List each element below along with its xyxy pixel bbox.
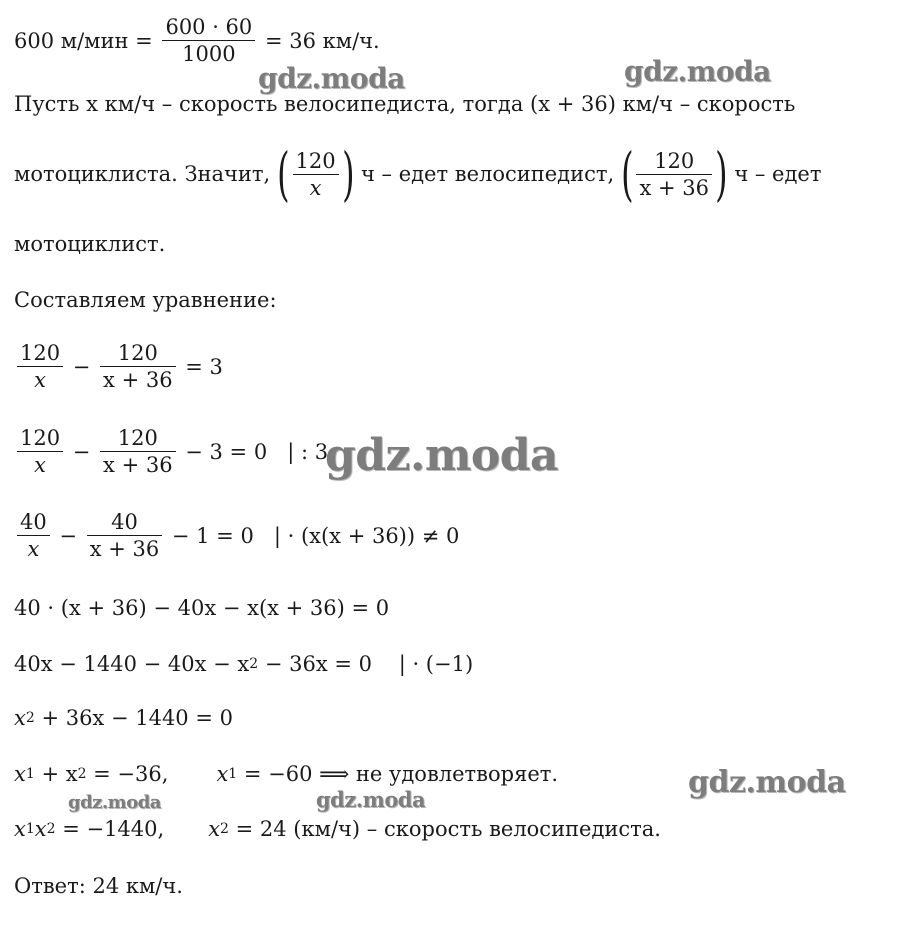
subscript: 1 — [228, 766, 238, 782]
line-motorcyclist — [14, 232, 165, 256]
text: мотоциклист. — [14, 232, 166, 256]
numerator: 120 — [654, 148, 695, 173]
fraction — [636, 148, 712, 201]
watermark: gdz.moda — [68, 792, 161, 813]
variable: x — [34, 368, 46, 392]
vieta-product-line — [14, 817, 661, 841]
fraction — [293, 148, 339, 201]
denominator — [31, 452, 49, 478]
variable: x — [34, 817, 47, 841]
text: мотоциклиста. Значит, — [14, 162, 277, 186]
answer-text: Ответ: 24 км/ч. — [14, 874, 183, 898]
fraction — [17, 425, 63, 478]
paren-fraction — [620, 140, 728, 208]
watermark: gdz.moda — [688, 765, 846, 800]
text: 40 · (x + 36) − 40x − x(x + 36) = 0 — [14, 596, 390, 620]
text: − — [66, 439, 98, 464]
subscript: 2 — [77, 766, 87, 782]
fraction — [100, 340, 176, 393]
text: − 1 = 0 | · (x(x + 36)) ≠ 0 — [165, 523, 460, 548]
numerator: 120 — [117, 426, 158, 450]
numerator: 40 — [111, 510, 138, 534]
fraction — [17, 340, 63, 393]
equation-2 — [14, 425, 328, 478]
exponent: 2 — [249, 656, 259, 672]
equation-5 — [14, 652, 473, 676]
fraction — [100, 425, 176, 478]
subscript: 1 — [25, 821, 35, 837]
denominator — [31, 367, 49, 393]
line-let-x — [14, 92, 795, 116]
denominator — [24, 536, 42, 562]
denominator: x + 36 — [639, 175, 709, 200]
text: − — [66, 354, 98, 379]
numerator: 120 — [20, 426, 61, 450]
line-times — [14, 140, 822, 208]
denominator: x + 36 — [89, 537, 160, 561]
line-equation-heading — [14, 288, 277, 312]
text: − 36x = 0 | · (−1) — [258, 652, 474, 676]
variable: x — [208, 817, 221, 841]
left-paren: ( — [277, 140, 290, 208]
text: Пусть x км/ч – скорость велосипедиста, тогда (x + 36) км/ч – скорость — [14, 92, 796, 116]
left-paren: ( — [620, 140, 634, 208]
fraction — [17, 509, 50, 562]
answer-line — [14, 874, 183, 898]
text: ч – едет — [727, 162, 822, 186]
fraction — [87, 509, 163, 562]
numerator: 120 — [295, 148, 336, 173]
subscript: 1 — [25, 766, 35, 782]
variable: x — [14, 706, 26, 730]
text: = 36 км/ч. — [258, 28, 380, 53]
numerator: 120 — [117, 341, 158, 365]
text: Составляем уравнение: — [14, 288, 277, 312]
right-paren: ) — [341, 140, 355, 208]
denominator: x + 36 — [103, 368, 173, 392]
subscript: 2 — [46, 821, 56, 837]
watermark: gdz.moda — [258, 62, 405, 95]
text: + 36x − 1440 = 0 — [34, 706, 233, 730]
text: 600 м/мин = — [14, 28, 160, 53]
fraction — [162, 14, 255, 67]
line-speed-conversion — [14, 14, 380, 67]
exponent: 2 — [25, 710, 35, 726]
text: = −60 ⟹ не удовлетворяет. — [237, 762, 559, 786]
denominator: x + 36 — [103, 453, 173, 477]
text: = 3 — [178, 354, 223, 379]
numerator: 120 — [20, 341, 61, 365]
subscript: 2 — [220, 821, 229, 837]
variable: x — [216, 762, 229, 786]
text: + x — [34, 762, 78, 786]
variable: x — [34, 453, 46, 477]
text: = −1440, — [55, 817, 165, 841]
paren-fraction — [277, 140, 355, 208]
variable: x — [27, 537, 40, 561]
vieta-sum-line — [14, 762, 558, 786]
text: = 24 (км/ч) – скорость велосипедиста. — [228, 817, 661, 841]
text: − 3 = 0 | : 3 — [178, 439, 329, 464]
equation-3 — [14, 509, 459, 562]
denominator — [307, 175, 325, 201]
equation-6 — [14, 706, 233, 730]
watermark: gdz.moda — [325, 430, 559, 481]
equation-4 — [14, 596, 389, 620]
text: = −36, — [86, 762, 169, 786]
text: ч – едет велосипедист, — [354, 162, 621, 186]
variable: x — [309, 175, 322, 200]
equation-1 — [14, 340, 223, 393]
denominator: 1000 — [182, 42, 236, 66]
watermark: gdz.moda — [316, 787, 426, 812]
watermark: gdz.moda — [624, 55, 771, 88]
right-paren: ) — [715, 140, 728, 208]
text: 40x − 1440 − 40x − x — [14, 652, 250, 676]
variable: x — [14, 762, 26, 786]
numerator: 600 · 60 — [165, 15, 253, 39]
numerator: 40 — [20, 510, 47, 534]
variable: x — [14, 817, 26, 841]
text: − — [52, 523, 84, 548]
